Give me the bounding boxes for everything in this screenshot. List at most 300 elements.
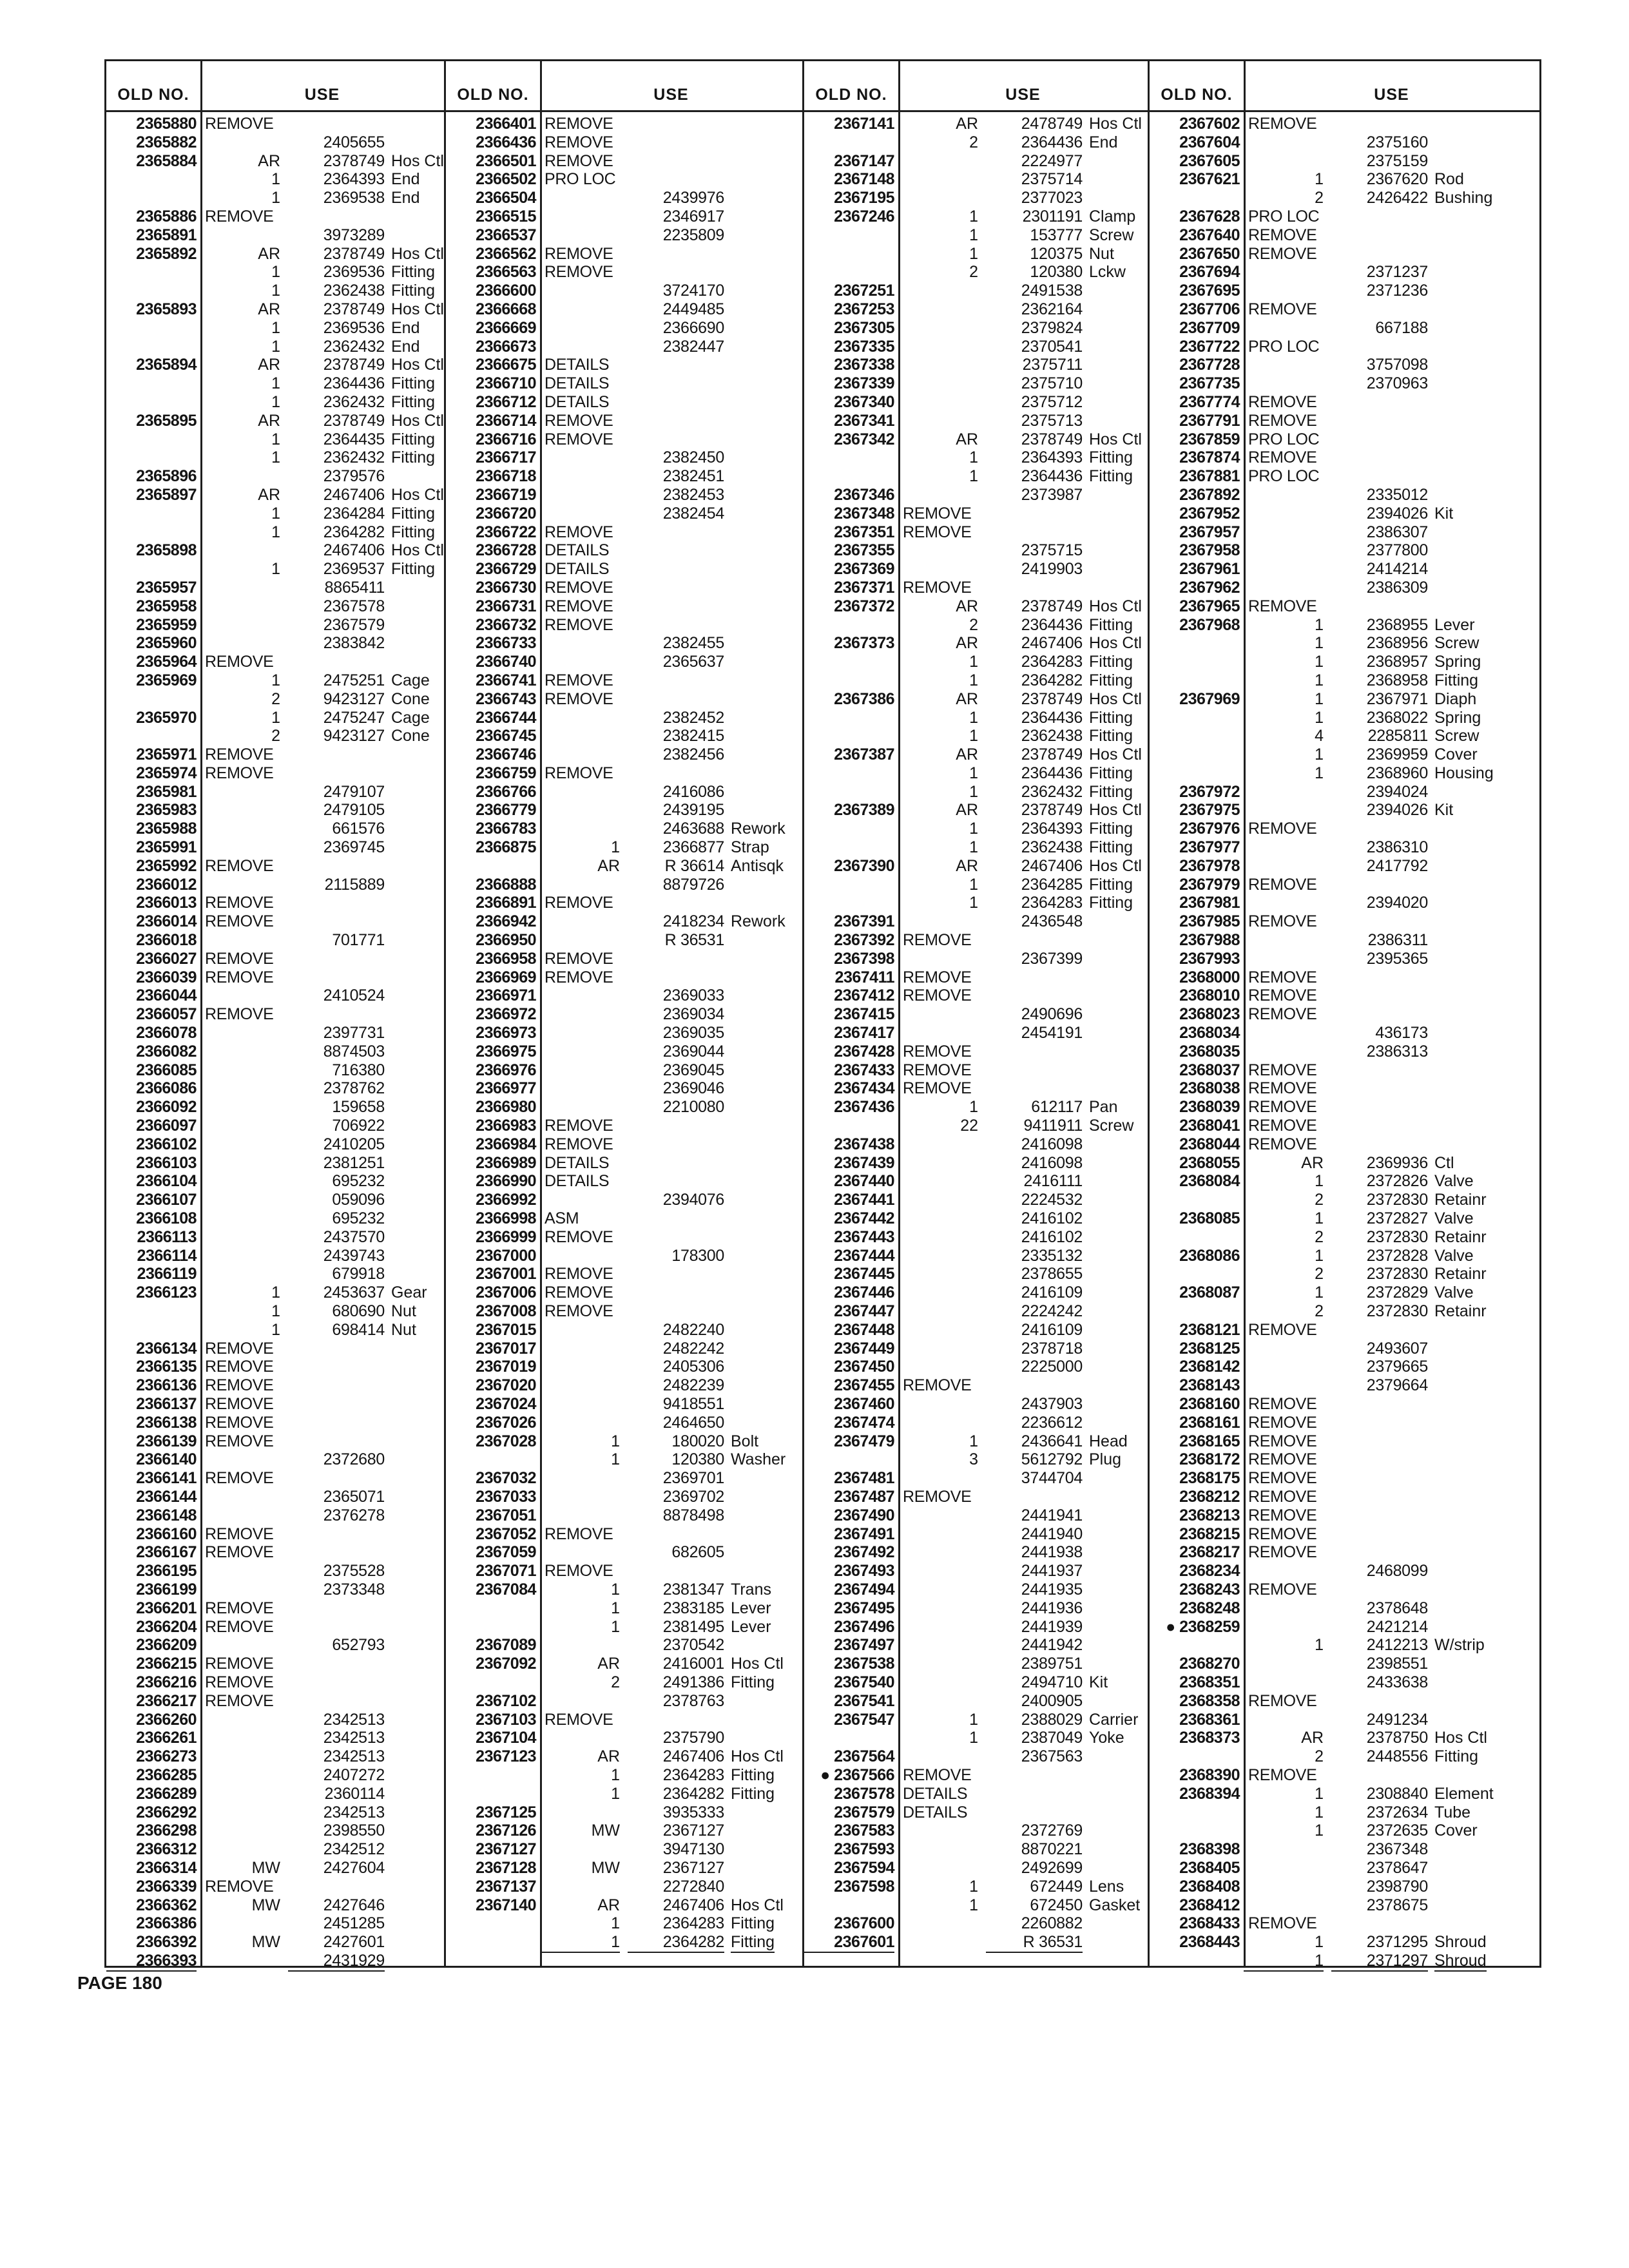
new-number: 2372830 xyxy=(1366,1302,1428,1320)
table-row xyxy=(106,1191,444,1209)
table-row xyxy=(804,1655,1148,1673)
new-number: 2369959 xyxy=(1366,745,1428,764)
table-row xyxy=(106,709,444,727)
old-number: 2366217 xyxy=(136,1691,197,1710)
new-number: 2467406 xyxy=(662,1896,724,1914)
old-number: 2367017 xyxy=(476,1339,536,1358)
quantity: AR xyxy=(597,1747,620,1766)
new-number: 698414 xyxy=(332,1320,385,1339)
old-number: 2366393 xyxy=(106,1952,197,1972)
old-number: 2366148 xyxy=(136,1506,197,1524)
new-number: 2492699 xyxy=(1021,1858,1083,1877)
table-row xyxy=(804,1581,1148,1599)
table-row xyxy=(446,1450,802,1469)
table-row xyxy=(804,189,1148,207)
new-number: 2375710 xyxy=(1021,374,1083,393)
old-number: 2368039 xyxy=(1179,1098,1240,1117)
quantity: AR xyxy=(956,856,978,875)
new-number: 2375790 xyxy=(662,1729,724,1747)
new-number: 2369701 xyxy=(662,1469,724,1488)
table-row xyxy=(1150,616,1539,635)
table-row xyxy=(446,1432,802,1451)
quantity: MW xyxy=(251,1896,280,1914)
quantity: 2 xyxy=(1315,1747,1324,1766)
old-number: 2366209 xyxy=(136,1636,197,1655)
description: Retainr xyxy=(1434,1302,1487,1320)
table-row xyxy=(106,1673,444,1692)
old-number: 2366215 xyxy=(136,1655,197,1673)
old-number: 2367147 xyxy=(834,151,894,170)
quantity: 1 xyxy=(1315,1172,1324,1191)
header-divider xyxy=(200,61,202,110)
action: REMOVE xyxy=(205,894,274,912)
description: Valve xyxy=(1434,1246,1474,1265)
new-number: 2494710 xyxy=(1021,1673,1083,1691)
description: End xyxy=(391,318,420,337)
table-row xyxy=(1150,505,1539,523)
old-number: 2367443 xyxy=(834,1227,894,1246)
table-row xyxy=(804,1191,1148,1209)
quantity: 1 xyxy=(1315,1246,1324,1265)
old-number: 2368351 xyxy=(1179,1673,1240,1691)
old-number: 2368433 xyxy=(1179,1914,1240,1933)
table-row xyxy=(804,282,1148,300)
table-row xyxy=(446,838,802,857)
old-number: 2366039 xyxy=(136,968,197,986)
description: Bolt xyxy=(731,1432,759,1450)
old-number: 2367628 xyxy=(1179,207,1240,226)
table-row xyxy=(106,1506,444,1525)
table-row xyxy=(1150,1024,1539,1043)
old-number: 2366563 xyxy=(476,263,536,282)
table-row xyxy=(106,1432,444,1451)
old-number: ● 2367566 xyxy=(820,1765,894,1784)
new-number: 120380 xyxy=(671,1450,724,1469)
new-number: 2362432 xyxy=(1021,782,1083,801)
quantity: 1 xyxy=(271,170,280,189)
old-number: 2368034 xyxy=(1179,1024,1240,1043)
table-row xyxy=(446,579,802,597)
description: Screw xyxy=(1089,226,1134,244)
table-row xyxy=(1150,486,1539,505)
table-row xyxy=(804,430,1148,449)
old-number: 2366668 xyxy=(476,300,536,318)
new-number: 2365071 xyxy=(323,1487,385,1506)
old-number: 2367128 xyxy=(476,1858,536,1877)
new-number: 2439195 xyxy=(662,801,724,820)
table-row xyxy=(106,1636,444,1655)
new-number: 2433638 xyxy=(1366,1673,1428,1691)
table-row xyxy=(804,393,1148,412)
old-number: 2367026 xyxy=(476,1413,536,1432)
new-number: 2369702 xyxy=(662,1487,724,1506)
new-number: 3935333 xyxy=(662,1803,724,1821)
table-row xyxy=(106,1469,444,1488)
table-row xyxy=(804,1395,1148,1414)
table-row xyxy=(446,1340,802,1358)
table-row xyxy=(106,1914,444,1933)
action: DETAILS xyxy=(545,356,610,374)
old-number: 2367412 xyxy=(834,986,894,1005)
action: REMOVE xyxy=(1248,392,1317,411)
table-row xyxy=(804,1878,1148,1896)
table-row xyxy=(446,1302,802,1321)
quantity: 1 xyxy=(1315,615,1324,634)
new-number: 159658 xyxy=(332,1098,385,1117)
description: Lever xyxy=(1434,615,1475,634)
description: Cover xyxy=(1434,745,1478,764)
description: Cover xyxy=(1434,1821,1478,1840)
old-number: 2367448 xyxy=(834,1320,894,1339)
table-row xyxy=(106,412,444,430)
table-row xyxy=(106,634,444,653)
new-number: 2373987 xyxy=(1021,485,1083,504)
table-row xyxy=(106,1562,444,1581)
action: REMOVE xyxy=(545,597,613,615)
action: REMOVE xyxy=(545,523,613,541)
new-number: 612117 xyxy=(1031,1098,1083,1117)
new-number: 8870221 xyxy=(1021,1840,1083,1859)
old-number: 2365894 xyxy=(136,356,197,374)
old-number: 2366745 xyxy=(476,727,536,745)
action: REMOVE xyxy=(1248,1487,1317,1506)
table-row xyxy=(106,1599,444,1618)
table-row xyxy=(446,931,802,950)
table-row xyxy=(446,801,802,820)
new-number: 2416111 xyxy=(1023,1172,1083,1191)
action: REMOVE xyxy=(545,1265,613,1283)
table-row xyxy=(446,1043,802,1061)
new-number: 2367620 xyxy=(1366,170,1428,189)
table-row xyxy=(804,616,1148,635)
table-row xyxy=(106,1414,444,1432)
description: Spring xyxy=(1434,653,1481,671)
old-number: 2365960 xyxy=(136,634,197,653)
old-number: 2365981 xyxy=(136,782,197,801)
new-number: 2369537 xyxy=(323,560,385,579)
table-row xyxy=(446,857,802,876)
new-number: 2482239 xyxy=(662,1376,724,1395)
old-number: 2366362 xyxy=(136,1896,197,1914)
table-row xyxy=(1150,541,1539,560)
table-row xyxy=(446,783,802,802)
table-row xyxy=(446,412,802,430)
table-row xyxy=(106,1711,444,1729)
old-number: 2368086 xyxy=(1179,1246,1240,1265)
new-number: 661576 xyxy=(332,820,385,838)
quantity: 2 xyxy=(969,133,978,151)
table-row xyxy=(1150,1803,1539,1822)
new-number: 2367971 xyxy=(1366,689,1428,708)
new-number: 2378750 xyxy=(1366,1729,1428,1747)
old-number: 2366027 xyxy=(136,949,197,968)
table-row xyxy=(804,820,1148,838)
new-number: 2308840 xyxy=(1366,1784,1428,1803)
action: REMOVE xyxy=(205,1691,274,1710)
description: Valve xyxy=(1434,1209,1474,1228)
old-number: 2368055 xyxy=(1179,1153,1240,1172)
action: REMOVE xyxy=(1248,226,1317,244)
old-number: 2367979 xyxy=(1179,875,1240,894)
description: Lens xyxy=(1089,1877,1124,1896)
old-number: 2366740 xyxy=(476,653,536,671)
table-row xyxy=(446,1358,802,1376)
table-row xyxy=(106,1005,444,1024)
new-number: 2364283 xyxy=(1021,894,1083,912)
new-number: 2478749 xyxy=(1021,115,1083,133)
new-number: 2335132 xyxy=(1021,1246,1083,1265)
description: Fitting xyxy=(391,263,436,282)
new-number: 2441939 xyxy=(1021,1617,1083,1636)
table-row xyxy=(804,1840,1148,1859)
action: REMOVE xyxy=(205,115,274,133)
new-number: 2416001 xyxy=(662,1655,724,1673)
table-row xyxy=(804,1135,1148,1154)
description: End xyxy=(391,189,420,207)
table-row xyxy=(1150,133,1539,152)
old-number: 2365988 xyxy=(136,820,197,838)
description: Screw xyxy=(1434,727,1480,745)
action: REMOVE xyxy=(205,1005,274,1024)
action: REMOVE xyxy=(545,244,613,263)
new-number: 2365637 xyxy=(662,653,724,671)
new-number: 2367399 xyxy=(1021,949,1083,968)
old-number: 2368125 xyxy=(1179,1339,1240,1358)
action: REMOVE xyxy=(205,207,274,226)
description: Shroud xyxy=(1434,1933,1487,1952)
table-row xyxy=(446,968,802,987)
new-number: 695232 xyxy=(332,1209,385,1228)
action: REMOVE xyxy=(903,968,972,986)
table-row xyxy=(1150,1228,1539,1247)
old-number: 2367601 xyxy=(804,1933,894,1953)
old-number: 2366314 xyxy=(136,1858,197,1877)
table-row xyxy=(446,1172,802,1191)
table-row xyxy=(804,1914,1148,1933)
old-number: 2365970 xyxy=(136,708,197,727)
description: Screw xyxy=(1089,1117,1134,1135)
header-old-no: OLD NO. xyxy=(117,86,189,104)
old-number: 2367440 xyxy=(834,1172,894,1191)
old-number: 2367342 xyxy=(834,430,894,448)
action: REMOVE xyxy=(205,1432,274,1450)
action: REMOVE xyxy=(205,1655,274,1673)
action: REMOVE xyxy=(1248,1135,1317,1153)
old-number: 2365983 xyxy=(136,801,197,820)
new-number: 2364436 xyxy=(323,374,385,393)
action: DETAILS xyxy=(903,1803,968,1821)
old-number: 2367605 xyxy=(1179,151,1240,170)
table-row xyxy=(804,857,1148,876)
header-old-no: OLD NO. xyxy=(815,86,887,104)
table-row xyxy=(1150,448,1539,467)
quantity: 1 xyxy=(1315,689,1324,708)
new-number: 2491386 xyxy=(662,1673,724,1691)
new-number: 2364283 xyxy=(662,1765,724,1784)
table-row xyxy=(106,1302,444,1321)
description: Hos Ctl xyxy=(1089,634,1142,653)
table-row xyxy=(446,152,802,171)
table-row xyxy=(446,1636,802,1655)
old-number: 2368405 xyxy=(1179,1858,1240,1877)
action: REMOVE xyxy=(903,986,972,1005)
new-number: 2368958 xyxy=(1366,671,1428,689)
old-number: 2365957 xyxy=(136,578,197,597)
action: REMOVE xyxy=(205,1358,274,1376)
new-number: 2387049 xyxy=(1021,1729,1083,1747)
new-number: 2441937 xyxy=(1021,1562,1083,1581)
action: PRO LOC xyxy=(1248,430,1320,448)
table-row xyxy=(804,1785,1148,1803)
action: REMOVE xyxy=(1248,1450,1317,1469)
description: Hos Ctl xyxy=(391,300,444,318)
new-number: 2449485 xyxy=(662,300,724,318)
new-number: 2378749 xyxy=(1021,597,1083,615)
table-row xyxy=(1150,1302,1539,1321)
action: PRO LOC xyxy=(1248,467,1320,486)
action: REMOVE xyxy=(205,912,274,931)
action: REMOVE xyxy=(903,1487,972,1506)
old-number: 2366141 xyxy=(136,1469,197,1488)
old-number: 2366779 xyxy=(476,801,536,820)
new-number: 2368955 xyxy=(1366,615,1428,634)
table-row xyxy=(804,133,1148,152)
old-number: 2367006 xyxy=(476,1283,536,1302)
new-number: 2301191 xyxy=(1022,207,1083,226)
new-number: 2364282 xyxy=(662,1784,724,1803)
old-number: 2365898 xyxy=(136,541,197,560)
new-number: 2378718 xyxy=(1021,1339,1083,1358)
table-row xyxy=(1150,1636,1539,1655)
old-number: 2367019 xyxy=(476,1358,536,1376)
description: Diaph xyxy=(1434,689,1477,708)
old-number: 2367447 xyxy=(834,1302,894,1320)
table-row xyxy=(1150,653,1539,671)
new-number: 2416098 xyxy=(1021,1153,1083,1172)
table-row xyxy=(106,1952,444,1970)
table-row xyxy=(446,1618,802,1637)
quantity: 1 xyxy=(969,1729,978,1747)
description: Rework xyxy=(731,820,786,838)
old-number: 2366085 xyxy=(136,1061,197,1079)
new-number: 2360114 xyxy=(324,1784,385,1803)
description: Hos Ctl xyxy=(391,485,444,504)
old-number: 2368408 xyxy=(1179,1877,1240,1896)
table-row xyxy=(804,709,1148,727)
old-number: 2367391 xyxy=(834,912,894,931)
old-number: 2367340 xyxy=(834,392,894,411)
table-row xyxy=(1150,671,1539,690)
old-number: 2367594 xyxy=(834,1858,894,1877)
new-number: 2479107 xyxy=(323,782,385,801)
table-row xyxy=(446,374,802,393)
description: Fitting xyxy=(1434,671,1479,689)
new-number: 8879726 xyxy=(662,875,724,894)
old-number: 2367593 xyxy=(834,1840,894,1859)
quantity: 1 xyxy=(611,1450,620,1469)
old-number: 2366730 xyxy=(476,578,536,597)
new-number: 2362432 xyxy=(323,392,385,411)
new-number: 2372828 xyxy=(1366,1246,1428,1265)
description: Fitting xyxy=(1089,671,1133,689)
table-row xyxy=(804,579,1148,597)
old-number: 2368000 xyxy=(1179,968,1240,986)
table-row xyxy=(446,189,802,207)
new-number: 2364393 xyxy=(1021,448,1083,467)
old-number: 2367460 xyxy=(834,1394,894,1413)
table-row xyxy=(446,1562,802,1581)
old-number: 2366201 xyxy=(136,1599,197,1617)
table-row xyxy=(1150,1933,1539,1952)
table-row xyxy=(1150,1729,1539,1747)
action: REMOVE xyxy=(545,894,613,912)
old-number: 2365958 xyxy=(136,597,197,615)
table-row xyxy=(1150,986,1539,1005)
old-number: 2366044 xyxy=(136,986,197,1005)
old-number: 2366992 xyxy=(476,1191,536,1209)
parts-table xyxy=(104,59,1541,1968)
table-row xyxy=(804,634,1148,653)
table-row xyxy=(106,1859,444,1878)
action: REMOVE xyxy=(1248,1691,1317,1710)
table-row xyxy=(804,838,1148,857)
new-number: 2372830 xyxy=(1366,1265,1428,1283)
new-number: 2394026 xyxy=(1366,801,1428,820)
table-row xyxy=(446,356,802,374)
new-number: 667188 xyxy=(1375,318,1428,337)
new-number: R 36531 xyxy=(986,1933,1083,1953)
table-row xyxy=(1150,931,1539,950)
table-row xyxy=(1150,1135,1539,1154)
old-number: 2367541 xyxy=(834,1691,894,1710)
quantity: MW xyxy=(251,1858,280,1877)
new-number: 2364282 xyxy=(323,523,385,541)
action: REMOVE xyxy=(545,1524,613,1543)
column-body xyxy=(804,112,1148,1966)
action: REMOVE xyxy=(205,1673,274,1691)
action: REMOVE xyxy=(545,1283,613,1302)
table-row xyxy=(446,560,802,579)
old-number: 2366339 xyxy=(136,1877,197,1896)
new-number: 8878498 xyxy=(662,1506,724,1524)
table-row xyxy=(106,115,444,133)
table-row xyxy=(1150,430,1539,449)
new-number: 180020 xyxy=(671,1432,724,1450)
table-row xyxy=(106,950,444,968)
quantity: 2 xyxy=(271,727,280,745)
table-row xyxy=(446,820,802,838)
table-row xyxy=(804,263,1148,282)
old-number: 2366137 xyxy=(136,1394,197,1413)
table-row xyxy=(804,1321,1148,1340)
new-number: 2378749 xyxy=(1021,430,1083,448)
old-number: 2367398 xyxy=(834,949,894,968)
table-row xyxy=(446,1543,802,1562)
table-row xyxy=(446,1785,802,1803)
old-number: 2368023 xyxy=(1179,1005,1240,1024)
new-number: 2441942 xyxy=(1021,1636,1083,1655)
table-row xyxy=(804,597,1148,616)
quantity: 2 xyxy=(1315,189,1324,207)
old-number: 2367694 xyxy=(1179,263,1240,282)
new-number: 2395365 xyxy=(1366,949,1428,968)
old-number: 2367600 xyxy=(834,1914,894,1933)
description: Fitting xyxy=(1089,875,1133,894)
new-number: 2427646 xyxy=(323,1896,385,1914)
table-row xyxy=(1150,1450,1539,1469)
old-number: 2367706 xyxy=(1179,300,1240,318)
action: REMOVE xyxy=(545,115,613,133)
